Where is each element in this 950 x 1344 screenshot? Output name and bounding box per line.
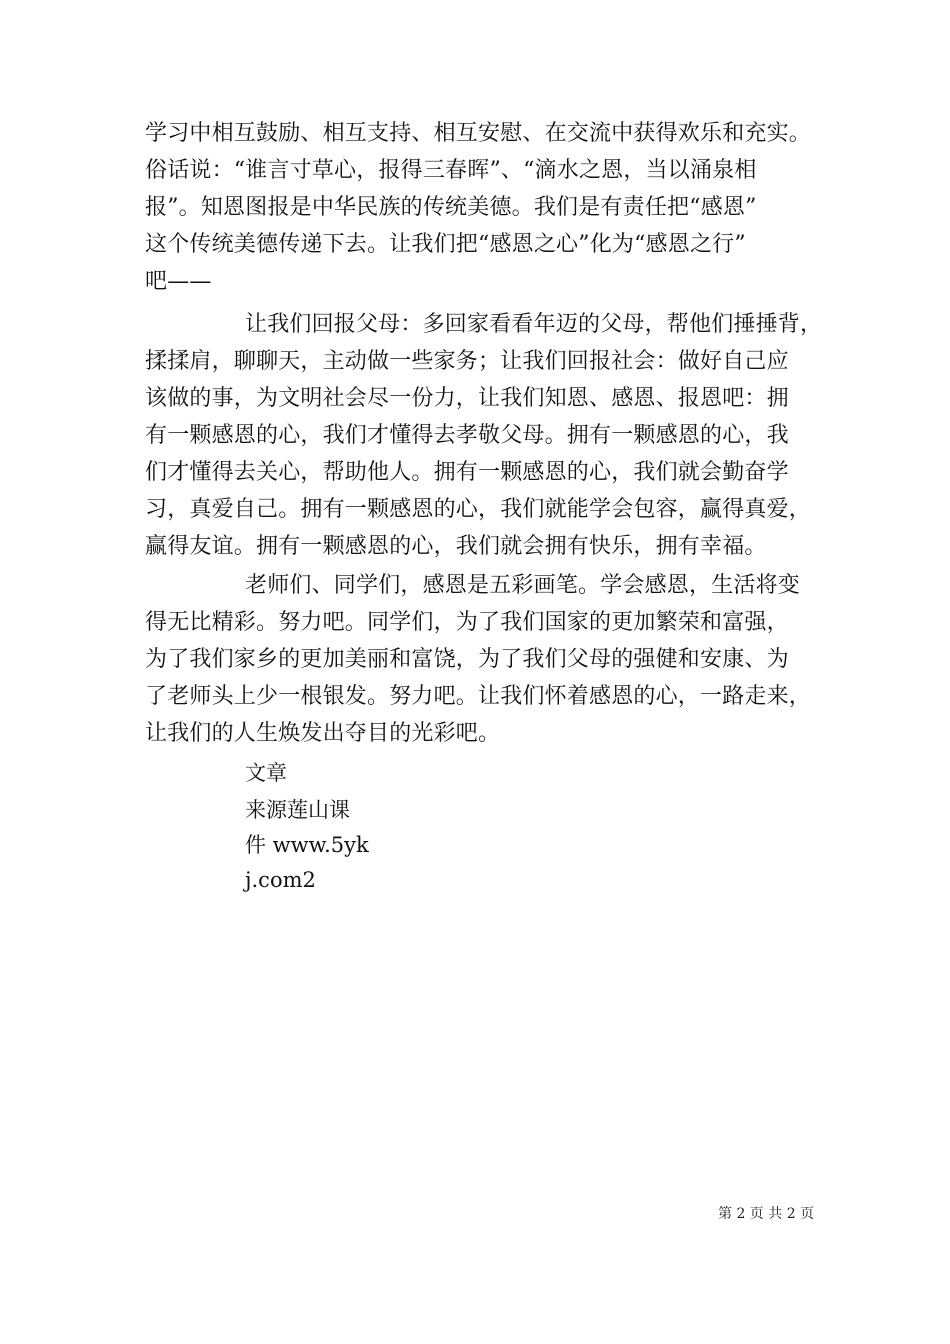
body-line-10: 们才懂得去关心，帮助他人。拥有一颗感恩的心，我们就会勤奋学 xyxy=(145,460,789,485)
body-line-7: 揉揉肩，聊聊天，主动做一些家务；让我们回报社会：做好自己应 xyxy=(145,349,789,374)
page-number-footer: 第 2 页 共 2 页 xyxy=(718,1206,815,1222)
source-line-1: 文章 xyxy=(245,761,287,785)
body-line-11: 习，真爱自己。拥有一颗感恩的心，我们就能学会包容，赢得真爱， xyxy=(145,497,812,522)
body-line-1: 学习中相互鼓励、相互支持、相互安慰、在交流中获得欢乐和充实。 xyxy=(145,121,812,146)
body-line-17: 让我们的人生焕发出夺目的光彩吧。 xyxy=(145,721,501,746)
body-line-2: 俗话说：“谁言寸草心，报得三春晖”、“滴水之恩，当以涌泉相 xyxy=(145,158,757,183)
body-line-9: 有一颗感恩的心，我们才懂得去孝敬父母。拥有一颗感恩的心，我 xyxy=(145,423,789,448)
paragraph-3-first-line: 老师们、同学们，感恩是五彩画笔。学会感恩，生活将变 xyxy=(245,573,801,598)
body-line-3: 报”。知恩图报是中华民族的传统美德。我们是有责任把“感恩” xyxy=(145,195,757,220)
paragraph-2-first-line: 让我们回报父母：多回家看看年迈的父母，帮他们捶捶背， xyxy=(245,312,823,337)
body-line-14: 得无比精彩。努力吧。同学们，为了我们国家的更加繁荣和富强， xyxy=(145,610,789,635)
source-line-4: j.com2 xyxy=(245,868,316,892)
body-line-5: 吧—— xyxy=(145,269,212,294)
body-line-12: 赢得友谊。拥有一颗感恩的心，我们就会拥有快乐，拥有幸福。 xyxy=(145,534,767,559)
source-line-3: 件 www.5yk xyxy=(245,833,369,857)
body-line-16: 了老师头上少一根银发。努力吧。让我们怀着感恩的心，一路走来， xyxy=(145,684,812,709)
source-line-2: 来源莲山课 xyxy=(245,798,350,822)
body-line-15: 为了我们家乡的更加美丽和富饶，为了我们父母的强健和安康、为 xyxy=(145,647,789,672)
body-line-4: 这个传统美德传递下去。让我们把“感恩之心”化为“感恩之行” xyxy=(145,232,746,257)
body-line-8: 该做的事，为文明社会尽一份力，让我们知恩、感恩、报恩吧：拥 xyxy=(145,386,789,411)
